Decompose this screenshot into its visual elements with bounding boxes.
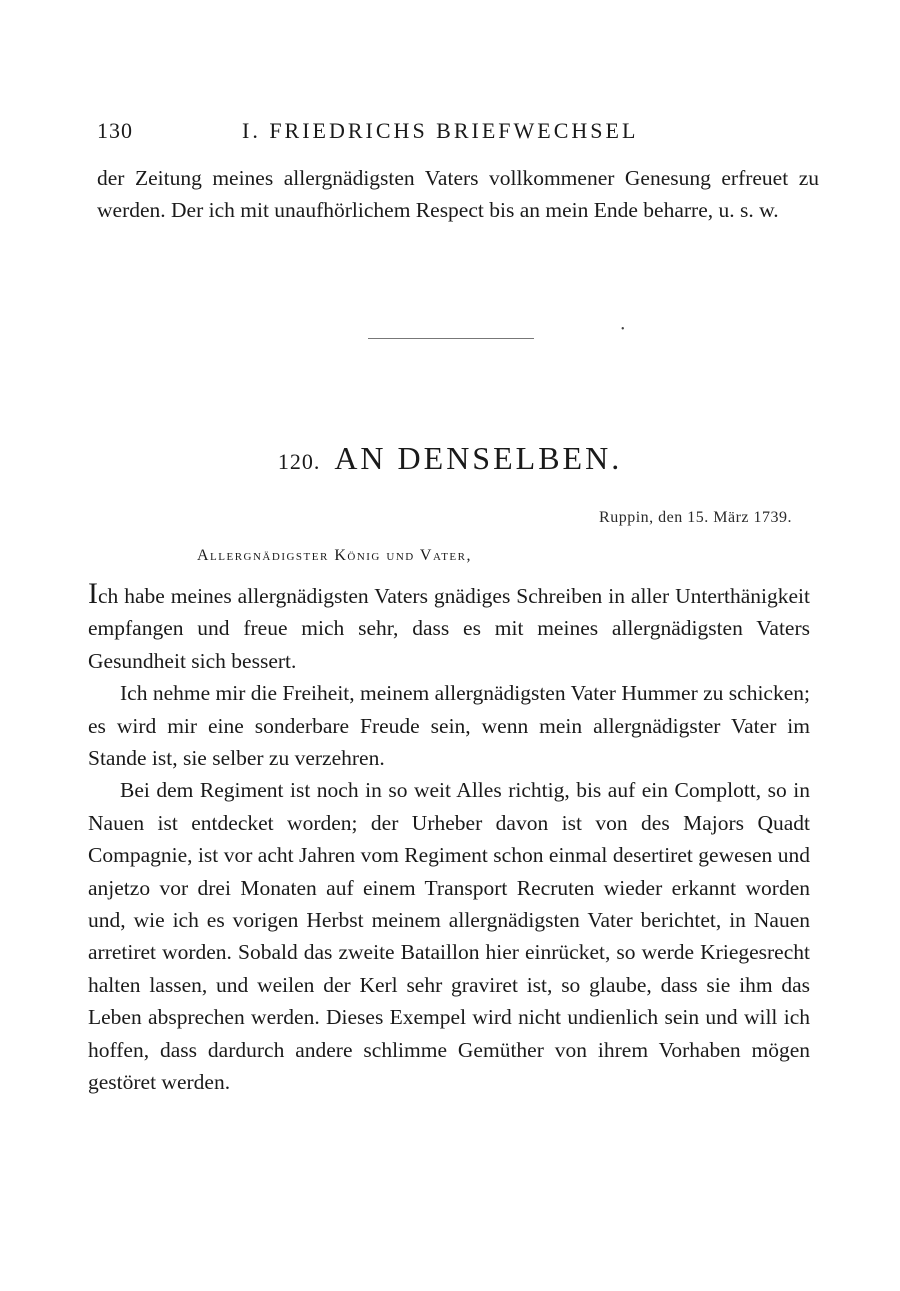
section-divider xyxy=(368,338,534,339)
paragraph-1 xyxy=(88,577,810,677)
letter-number: 120. xyxy=(277,449,321,474)
carryover-paragraph: der Zeitung meines allergnädigsten Vaters vollkommener Genesung erfreuet zu werden. Der ich mit unaufhörlichem Respect bis an mein Ende beharre, u. s. w. xyxy=(97,166,819,222)
divider-ornament: • xyxy=(621,324,625,335)
salutation: Allergnädigster König und Vater, xyxy=(197,547,472,564)
running-title: I. FRIEDRICHS BRIEFWECHSEL xyxy=(242,118,639,143)
paragraph-2: Ich nehme mir die Freiheit, meinem allergnädigsten Vater Hummer zu schicken; es wird mir eine sonderbare Freude sein, wenn mein allergnädigster Vater im Stande ist, sie selber zu verzehren. xyxy=(88,681,810,771)
letter-body xyxy=(88,577,810,1099)
paragraph-1-text: ch habe meines allergnädigsten Vaters gnädiges Schreiben in aller Unterthänigkeit empfangen und freue mich sehr, dass es mit meines allergnädigsten Vaters Gesundheit sich bessert. xyxy=(88,584,810,673)
paragraph-3: Bei dem Regiment ist noch in so weit Alles richtig, bis auf ein Complott, so in Nauen ist entdecket worden; der Urheber davon ist von des Majors Quadt Compagnie, ist vor acht Jahren vom Regiment schon einmal desertiret gewesen und anjetzo vor drei Monaten auf einem Transport Recruten wieder erkannt worden und, wie ich es vorigen Herbst meinem allergnädigsten Vater berichtet, in Nauen arretiret worden. Sobald das zweite Bataillon hier einrücket, so werde Kriegesrecht halten lassen, und weilen der Kerl sehr graviret ist, so glaube, dass sie ihm das Leben absprechen werden. Dieses Exempel wird nicht undienlich sein und will ich hoffen, dass dardurch andere schlimme Gemüther von ihrem Vorhaben mögen gestöret werden. xyxy=(88,778,810,1095)
letter-title: AN DENSELBEN. xyxy=(334,440,623,476)
dateline: Ruppin, den 15. März 1739. xyxy=(599,509,792,526)
letter-heading xyxy=(0,440,900,477)
page-number: 130 xyxy=(97,118,133,143)
running-head xyxy=(97,118,817,148)
initial-letter: I xyxy=(88,577,98,610)
